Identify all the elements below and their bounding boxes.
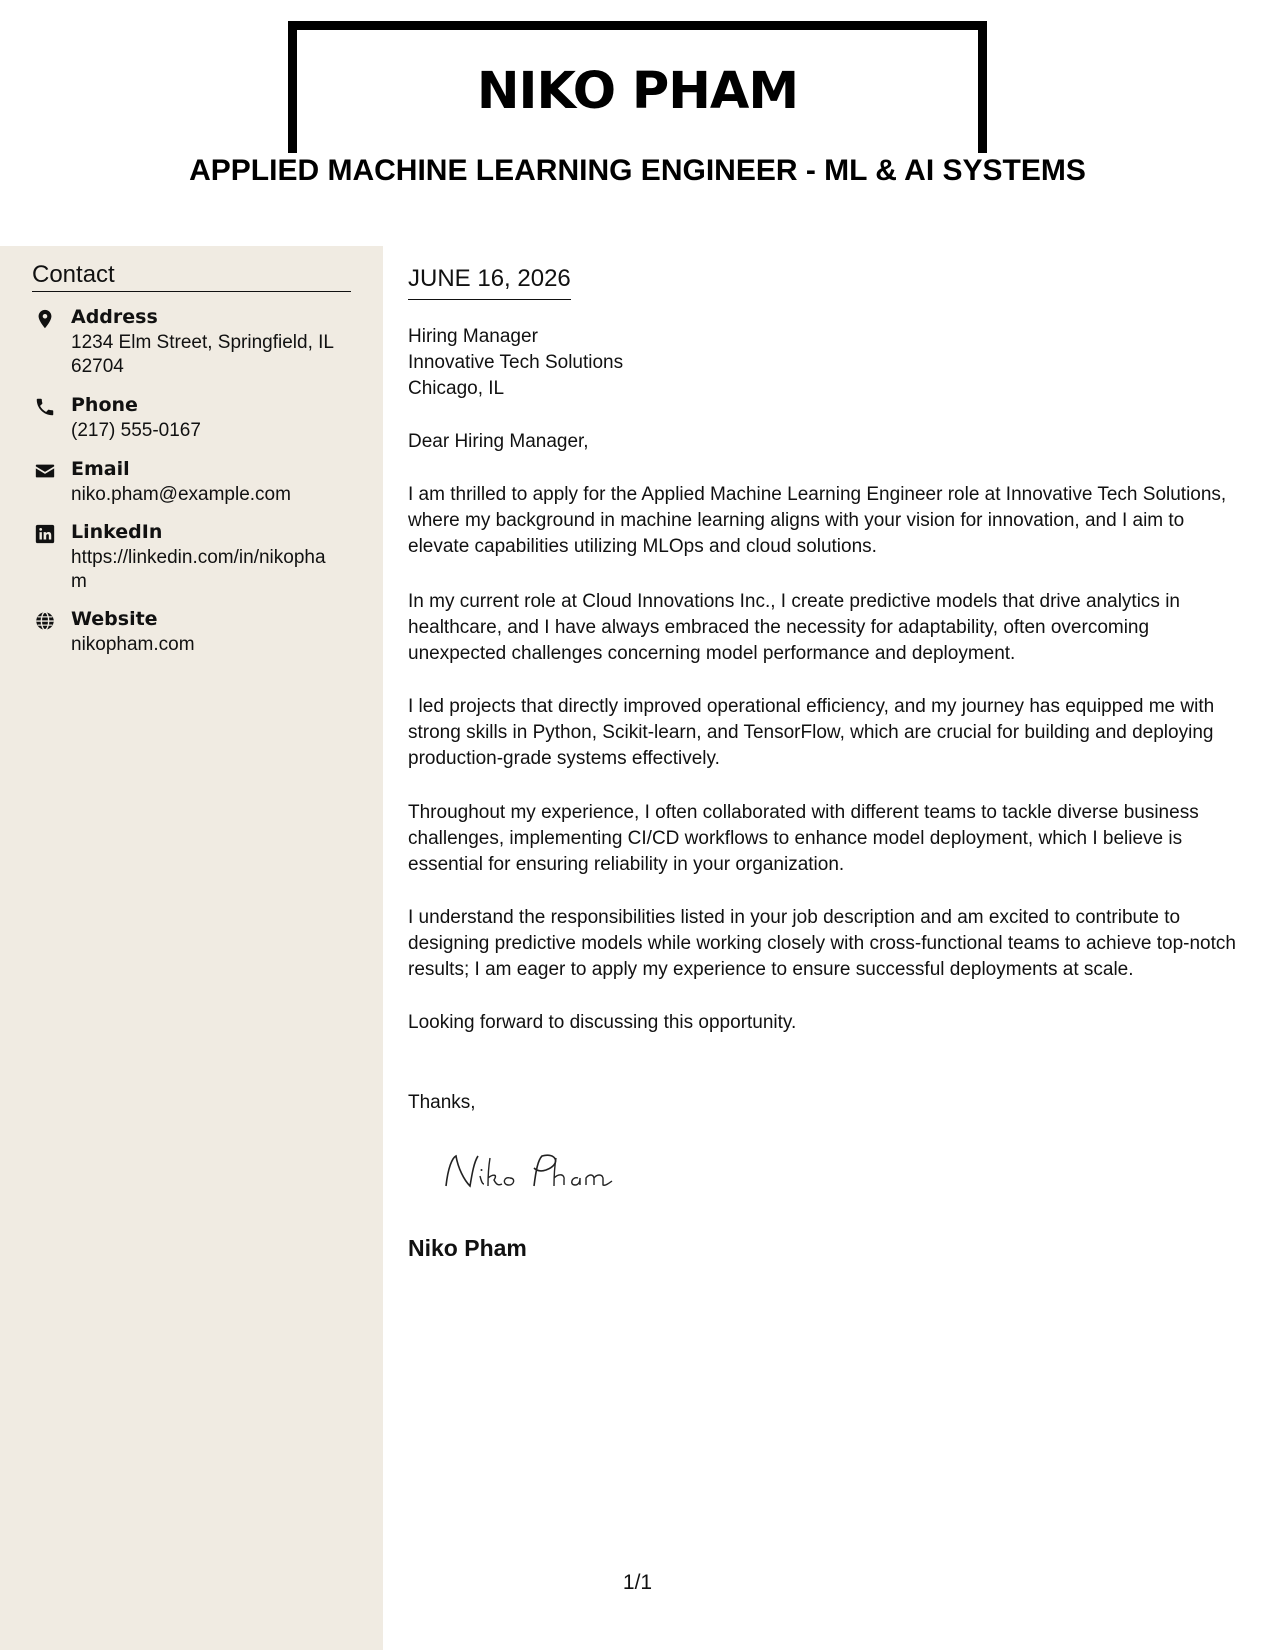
contact-value: nikopham.com xyxy=(71,634,195,655)
letter-paragraph: Looking forward to discussing this opportunity. xyxy=(408,1012,797,1033)
contact-value: niko.pham@example.com xyxy=(71,484,291,505)
applicant-name: NIKO PHAM xyxy=(476,62,799,121)
recipient-line: Chicago, IL xyxy=(408,378,505,399)
signer-name: Niko Pham xyxy=(408,1235,527,1261)
globe-icon xyxy=(34,610,56,632)
linkedin-icon xyxy=(34,523,56,545)
letter-paragraph: I am thrilled to apply for the Applied Machine Learning Engineer role at Innovative Tech Solutions, where my background in machine learning aligns with your vision for innovation, and I aim to elevate capabilities utilizing MLOps and cloud solutions. xyxy=(408,484,1227,557)
letter-paragraph: Throughout my experience, I often collaborated with different teams to tackle diverse business challenges, implementing CI/CD workflows to enhance model deployment, which I believe is essential for ensuring reliability in your organization. xyxy=(408,802,1199,875)
letter-date: JUNE 16, 2026 xyxy=(408,265,571,300)
letter-paragraph: In my current role at Cloud Innovations Inc., I create predictive models that drive analytics in healthcare, and I have always embraced the necessity for adaptability, often overcoming unexpected challenges concerning model performance and deployment. xyxy=(408,591,1180,664)
contact-label: Phone xyxy=(71,394,138,416)
recipient-block xyxy=(408,324,623,402)
salutation: Dear Hiring Manager, xyxy=(408,431,589,452)
envelope-icon xyxy=(34,460,56,482)
page-number: 1/1 xyxy=(622,1571,653,1594)
map-pin-icon xyxy=(34,308,56,330)
contact-label: Address xyxy=(71,306,158,328)
contact-value: 1234 Elm Street, Springfield, IL 62704 xyxy=(71,332,334,377)
phone-icon xyxy=(34,396,56,418)
closing: Thanks, xyxy=(408,1092,476,1113)
handwritten-signature xyxy=(438,1148,638,1198)
letter-paragraph: I led projects that directly improved operational efficiency, and my journey has equipped me with strong skills in Python, Scikit-learn, and TensorFlow, which are crucial for building and deploying production-grade systems effectively. xyxy=(408,696,1215,769)
contact-value: https://linkedin.com/in/nikopham xyxy=(71,547,326,592)
contact-value: (217) 555-0167 xyxy=(71,420,201,441)
contact-label: LinkedIn xyxy=(71,521,163,543)
contact-label: Website xyxy=(71,608,158,630)
job-title: APPLIED MACHINE LEARNING ENGINEER - ML & AI SYSTEMS xyxy=(189,154,1086,187)
letter-paragraph: I understand the responsibilities listed in your job description and am excited to contribute to designing predictive models while working closely with cross-functional teams to achieve top-notch results; I am eager to apply my experience to ensure successful deployments at scale. xyxy=(408,907,1236,980)
contact-heading: Contact xyxy=(32,261,351,292)
contact-label: Email xyxy=(71,458,130,480)
recipient-line: Innovative Tech Solutions xyxy=(408,352,624,373)
contact-sidebar xyxy=(0,246,383,1650)
recipient-line: Hiring Manager xyxy=(408,326,538,347)
